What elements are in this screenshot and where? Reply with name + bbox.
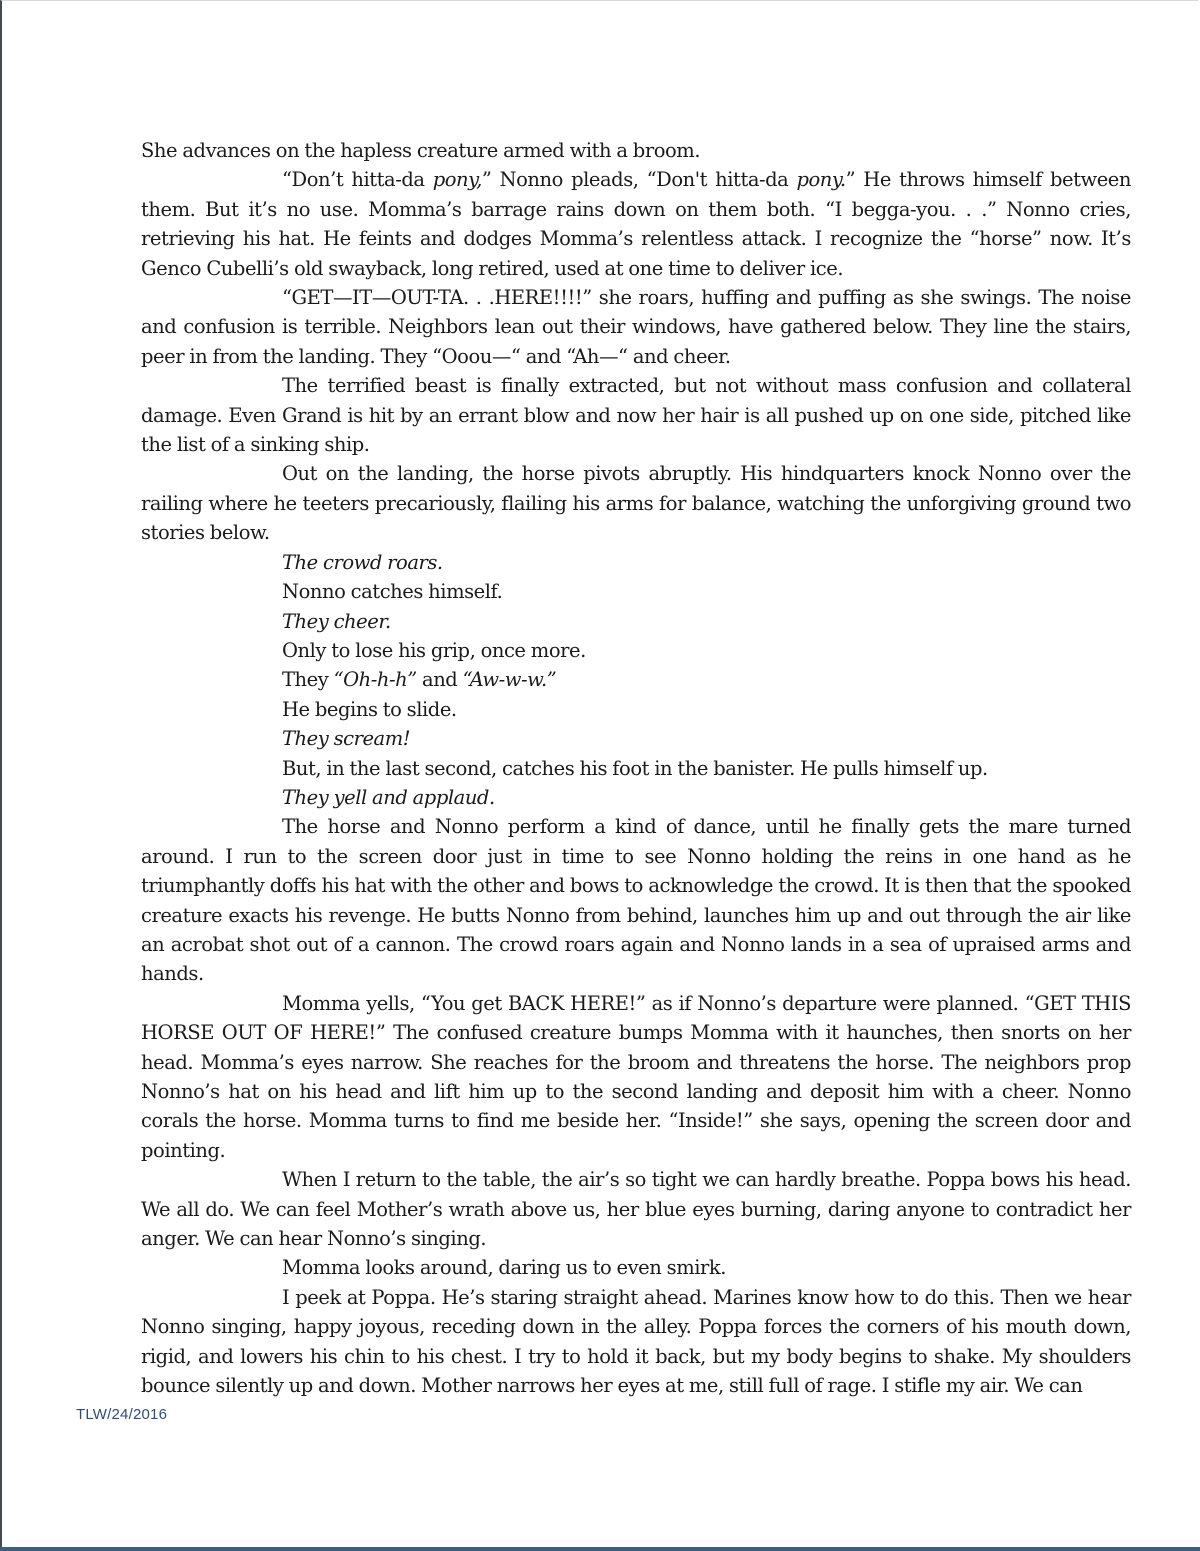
paragraph: “GET—IT—OUT-TA. . .HERE!!!!” she roars, huffing and puffing as she swings. The noise and confusion is terrible. Neighbors lean out their windows, have gathered below. They line the stairs, peer in from the landing. They “Ooou—“ and “Ah—“ and cheer. bbox=[141, 286, 1131, 368]
footer-date-stamp: TLW/24/2016 bbox=[76, 1406, 168, 1423]
dialogue-text: ” Nonno pleads, “Don't hitta-da bbox=[481, 168, 797, 192]
paragraph: Momma looks around, daring us to even smirk. bbox=[282, 1256, 727, 1280]
emphasis-text: pony. bbox=[796, 168, 846, 192]
line-text: and bbox=[416, 668, 463, 692]
paragraph: I peek at Poppa. He’s staring straight ahead. Marines know how to do this. Then we hear Nonno singing, happy joyous, receding down in the alley. Poppa forces the corners of his mouth down, rigid, and lowers his chin to his chest. I try to hold it back, but my body begins to shake. My shoulders bounce silently up and down. Mother narrows her eyes at me, still full of rage. I stifle my air. We can bbox=[141, 1285, 1131, 1398]
paragraph: Out on the landing, the horse pivots abruptly. His hindquarters knock Nonno over the railing where he teeters precariously, flailing his arms for balance, watching the unforgiving ground two stories below. bbox=[141, 462, 1131, 545]
short-line: But, in the last second, catches his foot in the banister. He pulls himself up. bbox=[282, 756, 988, 780]
emphasis-text: “Aw-w-w.” bbox=[462, 668, 557, 692]
short-line: Only to lose his grip, once more. bbox=[282, 638, 586, 662]
body-text bbox=[141, 136, 1131, 1400]
dialogue-text: “Don’t hitta-da bbox=[282, 168, 433, 192]
emphasis-text: “Oh-h-h” bbox=[333, 668, 417, 692]
paragraph: She advances on the hapless creature armed with a broom. bbox=[141, 139, 701, 162]
paragraph: The terrified beast is finally extracted, but not without mass confusion and collateral damage. Even Grand is hit by an errant blow and now her hair is all pushed up on one side, pitched like the list of a sinking ship. bbox=[141, 374, 1131, 457]
paragraph bbox=[141, 165, 1131, 283]
short-line bbox=[141, 665, 1131, 694]
line-text: They bbox=[282, 668, 334, 692]
paragraph: Momma yells, “You get BACK HERE!” as if Nonno’s departure were planned. “GET THIS HORSE OUT OF HERE!” The confused creature bumps Momma with it haunches, then snorts on her head. Momma’s eyes narrow. She reaches for the broom and threatens the horse. The neighbors prop Nonno’s hat on his head and lift him up to the second landing and deposit him with a cheer. Nonno corals the horse. Momma turns to find me beside her. “Inside!” she says, opening the screen door and pointing. bbox=[141, 991, 1131, 1162]
short-line: Nonno catches himself. bbox=[282, 580, 503, 604]
short-line: The crowd roars. bbox=[282, 550, 443, 574]
short-line: They cheer. bbox=[282, 609, 391, 633]
emphasis-text: pony, bbox=[432, 168, 482, 192]
paragraph: When I return to the table, the air’s so tight we can hardly breathe. Poppa bows his head. We all do. We can feel Mother’s wrath above us, her blue eyes burning, daring anyone to contradict her anger. We can hear Nonno’s singing. bbox=[141, 1168, 1131, 1251]
narrative-text: ” He throws himself between them. But it’s no use. Momma’s barrage rains down on them both. “I begga-you. . .” Nonno cries, retrieving his hat. He feints and dodges Momma’s relentless attack. I recognize the “horse” now. It’s Genco Cubelli’s old swayback, long retired, used at one time to deliver ice. bbox=[141, 168, 1131, 280]
short-line: They scream! bbox=[282, 727, 411, 751]
paragraph: The horse and Nonno perform a kind of dance, until he finally gets the mare turned around. I run to the screen door just in time to see Nonno holding the reins in one hand as he triumphantly doffs his hat with the other and bows to acknowledge the crowd. It is then that the spooked creature exacts his revenge. He butts Nonno from behind, launches him up and out through the air like an acrobat shot out of a cannon. The crowd roars again and Nonno lands in a sea of upraised arms and hands. bbox=[141, 815, 1131, 986]
short-line: He begins to slide. bbox=[282, 697, 457, 721]
short-line: They yell and applaud. bbox=[282, 785, 495, 809]
page-bottom-rule bbox=[0, 1547, 1200, 1551]
